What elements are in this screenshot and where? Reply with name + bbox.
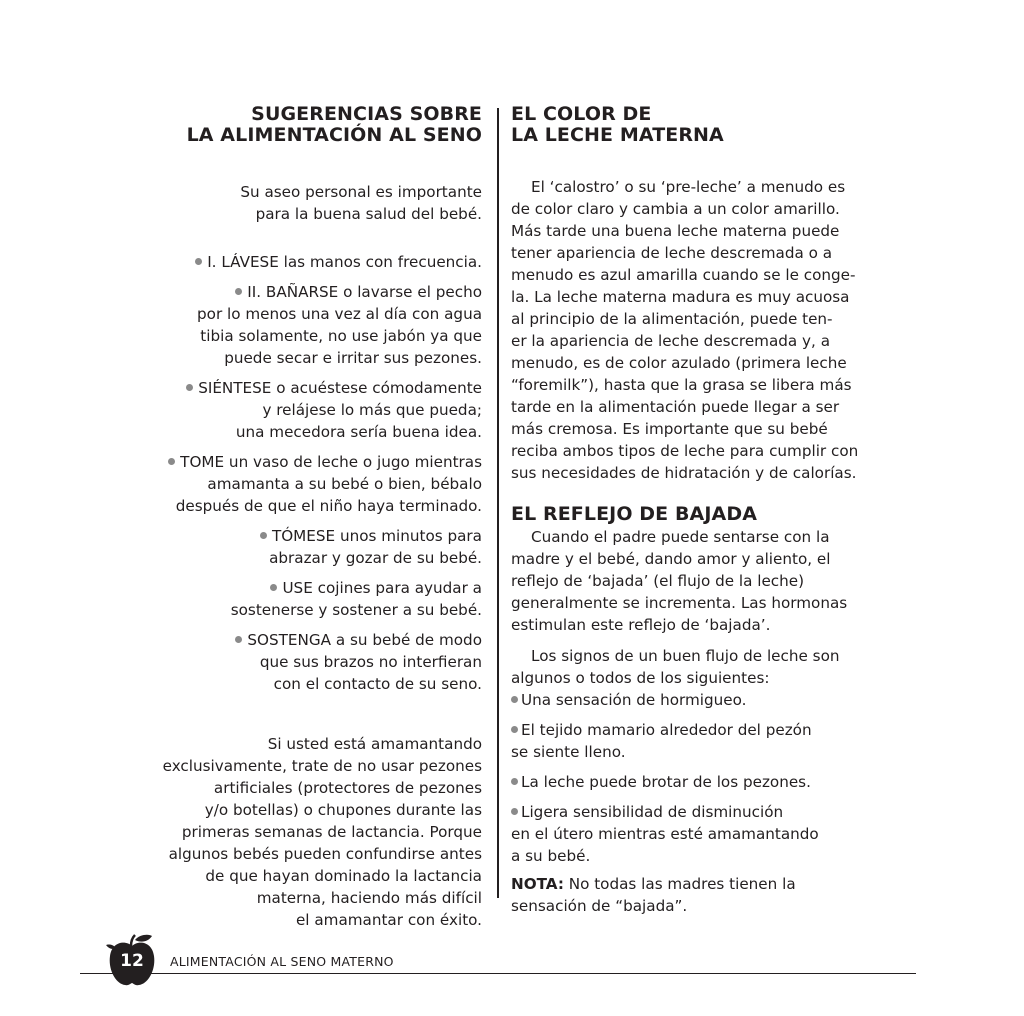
letdown-reflex-paragraph: Cuando el padre puede sentarse con la madre y el bebé, dando amor y aliento, el reflejo de ‘bajada’ (el flujo de la leche) generalmente se incrementa. Las hormonas estimulan este reflejo de ‘bajada’. [511,528,848,634]
tip-text: las manos con frecuencia. [278,253,482,271]
tip-text: unos minutos para abrazar y gozar de su bebé. [269,527,482,567]
footer-rule [80,973,916,974]
tip-text: a su bebé de modo que sus brazos no interfieran con el contacto de su seno. [259,631,482,693]
right-column [511,104,903,917]
tip-term: II. BAÑARSE [247,283,339,301]
sign-item [511,719,903,763]
sign-text: Una sensación de hormigueo. [521,691,747,709]
left-heading: SUGERENCIAS SOBRE LA ALIMENTACIÓN AL SENO [186,103,482,146]
bullet-icon [511,726,518,733]
tip-item [120,377,482,443]
tip-term: SOSTENGA [247,631,332,649]
bullet-icon [168,458,175,465]
left-column [120,104,482,931]
bullet-icon [195,258,202,265]
milk-color-paragraph: El ‘calostro’ o su ‘pre-leche’ a menudo es de color claro y cambia a un color amarillo. Más tarde una buena leche materna puede tener apariencia de leche descremada o a menudo es azul amarilla cuando se le conge- la. La leche materna madura es muy acuosa al principio de la alimentación, puede ten- er la apariencia de leche descremada y, a menudo, es de color azulado (primera leche “foremilk”), hasta que la grasa se libera más tarde en la alimentación puede llegar a ser más cremosa. Es importante que su bebé reciba ambos tipos de leche para cumplir con sus necesidades de hidratación y de calorías. [511,178,859,482]
footer-title: ALIMENTACIÓN AL SENO MATERNO [170,954,394,969]
column-divider [497,108,499,898]
tip-term: TOME [180,453,225,471]
hygiene-intro: Su aseo personal es importante para la buena salud del bebé. [240,183,482,223]
tip-term: SIÉNTESE [198,379,272,397]
bullet-icon [511,778,518,785]
tip-item [120,525,482,569]
tip-item [120,577,482,621]
sign-text: La leche puede brotar de los pezones. [521,773,811,791]
bullet-icon [235,636,242,643]
bullet-icon [511,696,518,703]
tip-item [120,281,482,369]
note [511,873,903,917]
tip-text: o lavarse el pecho por lo menos una vez al día con agua tibia solamente, no use jabón ya que puede secar e irritar sus pezones. [197,283,482,367]
milk-color-heading: EL COLOR DE LA LECHE MATERNA [511,103,724,146]
tip-item [120,451,482,517]
page-number: 12 [120,951,144,971]
bullet-icon [511,808,518,815]
bullet-icon [235,288,242,295]
sign-item [511,689,903,711]
note-label: NOTA: [511,875,564,893]
note-text: No todas las madres tienen la sensación de “bajada”. [511,875,796,915]
tip-item [120,251,482,273]
tip-term: USE [282,579,313,597]
exclusive-breastfeeding-advice: Si usted está amamantando exclusivamente, trate de no usar pezones artificiales (protectores de pezones y/o botellas) o chupones durante las primeras semanas de lactancia. Porque algunos bebés pueden confundirse antes de que hayan dominado la lactancia materna, haciendo más difícil el amamantar con éxito. [162,735,482,929]
tip-item [120,629,482,695]
bullet-icon [270,584,277,591]
tip-text: un vaso de leche o jugo mientras amamanta a su bebé o bien, bébalo después de que el niño haya terminado. [175,453,482,515]
bullet-icon [260,532,267,539]
tip-term: I. LÁVESE [207,253,279,271]
tip-term: TÓMESE [271,527,336,545]
tip-text: cojines para ayudar a sostenerse y sostener a su bebé. [230,579,482,619]
signs-intro: Los signos de un buen flujo de leche son algunos o todos de los siguientes: [511,647,840,687]
tip-text: o acuéstese cómodamente y relájese lo más que pueda; una mecedora sería buena idea. [235,379,482,441]
sign-text: El tejido mamario alrededor del pezón se siente lleno. [511,721,812,761]
letdown-reflex-heading: EL REFLEJO DE BAJADA [511,503,758,525]
sign-text: Ligera sensibilidad de disminución en el útero mientras esté amamantando a su bebé. [511,803,819,865]
bullet-icon [186,384,193,391]
sign-item [511,801,903,867]
sign-item [511,771,903,793]
